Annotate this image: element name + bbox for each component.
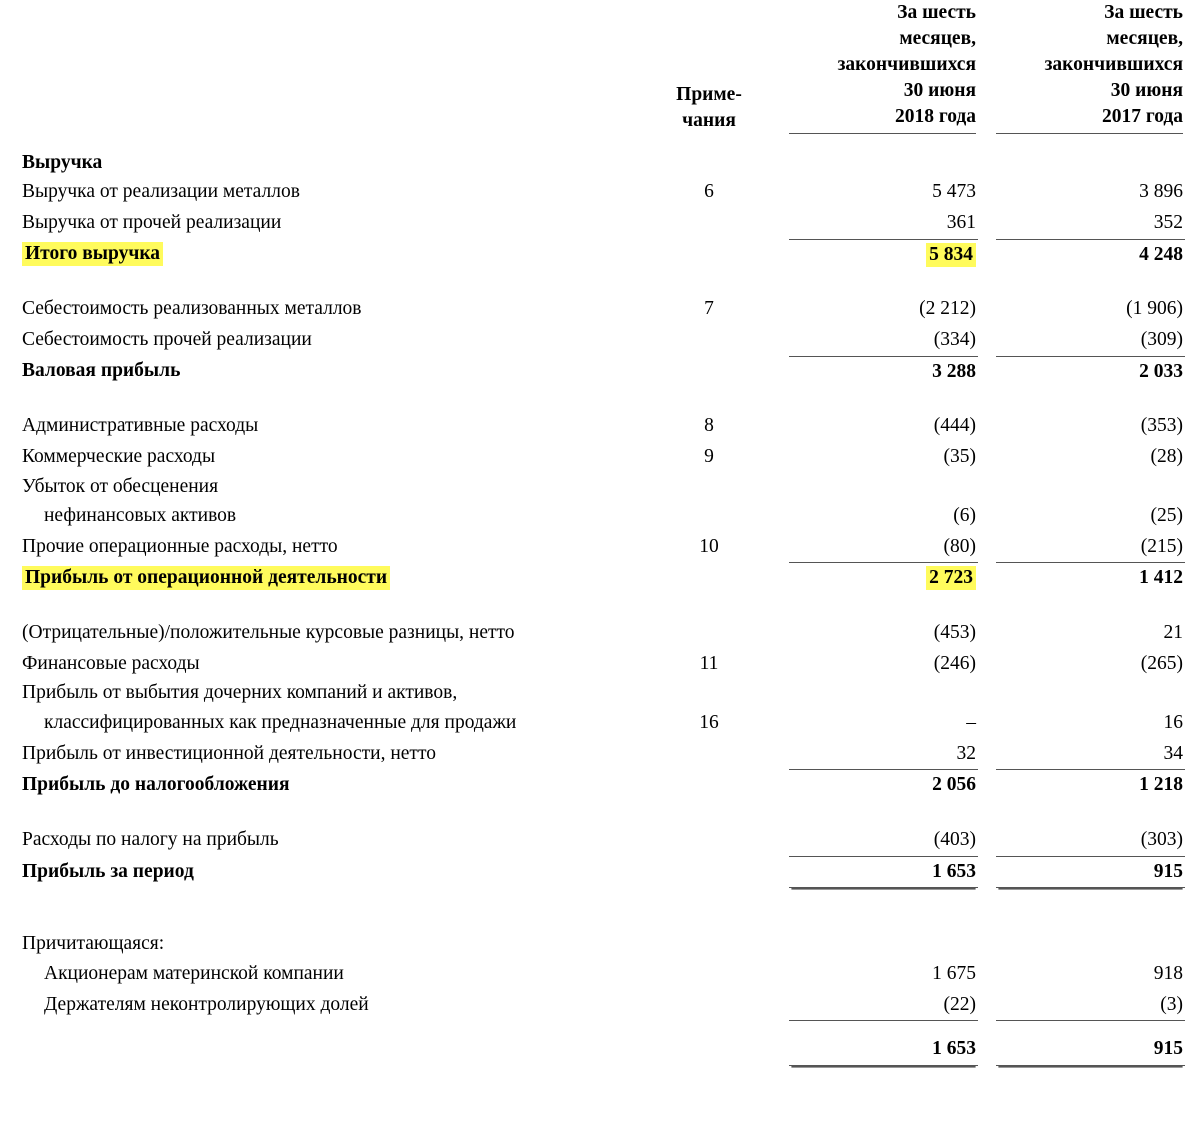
row-value-2017-text: (265) <box>1140 652 1183 674</box>
row-label-text: Прибыль от операционной деятельности <box>22 566 390 590</box>
row-note-gross-profit <box>640 356 778 387</box>
header-2017-line5: 2017 года <box>1101 105 1183 127</box>
row-label-impairment-line1 <box>0 473 640 502</box>
row-label-finance-costs <box>0 649 640 680</box>
row-value-2018-revenue-metals <box>789 177 978 208</box>
row-label-text: Прибыль за период <box>22 860 194 882</box>
row-value-2018-operating-profit <box>789 563 978 594</box>
row-label-text: Себестоимость реализованных металлов <box>22 298 362 320</box>
row-label-text: Итого выручка <box>22 242 163 266</box>
row-value-2018-fx-differences <box>789 618 978 649</box>
table-row <box>0 990 1200 1021</box>
row-label-attributable-total <box>0 1034 640 1065</box>
row-label-revenue-other <box>0 208 640 239</box>
row-value-2017-text: 2 033 <box>1139 360 1183 382</box>
row-value-2017-gross-profit <box>996 356 1185 387</box>
table-row <box>0 563 1200 594</box>
row-label-text: Убыток от обесценения <box>22 475 219 497</box>
header-2017-line1: За шесть <box>1104 2 1183 23</box>
row-note-attributable-title <box>640 930 778 959</box>
row-value-2018-selling-expenses <box>789 442 978 473</box>
row-value-2017-investment-income <box>996 739 1185 770</box>
table-row <box>0 959 1200 990</box>
table-row <box>0 770 1200 801</box>
header-2017-rule <box>996 133 1183 134</box>
row-spacer <box>0 1021 1200 1035</box>
row-value-2018-profit-for-period <box>789 856 978 888</box>
row-value-2017-text: (3) <box>1160 993 1183 1015</box>
row-label-revenue-total <box>0 239 640 270</box>
row-label-operating-profit <box>0 563 640 594</box>
row-value-2017-text: (1 906) <box>1126 298 1183 320</box>
row-label-text: Себестоимость прочей реализации <box>22 329 312 351</box>
row-note-text: 9 <box>704 445 714 467</box>
row-label-attributable-nci <box>0 990 640 1021</box>
header-notes-line2: чания <box>682 109 736 131</box>
header-2017-line4: 30 июня <box>1110 79 1183 101</box>
row-value-2018-text: (6) <box>953 505 976 527</box>
table-row <box>0 679 1200 708</box>
row-label-attributable-title <box>0 930 640 959</box>
row-value-2017-profit-before-tax <box>996 770 1185 801</box>
row-label-text: классифицированных как предназначенные для продажи <box>44 712 517 734</box>
row-label-profit-for-period <box>0 856 640 888</box>
row-value-2017-attributable-parent <box>996 959 1185 990</box>
row-note-income-tax-expense <box>640 825 778 856</box>
table-row <box>0 825 1200 856</box>
row-label-text: Расходы по налогу на прибыль <box>22 829 279 851</box>
table-row <box>0 618 1200 649</box>
row-note-selling-expenses <box>640 442 778 473</box>
row-value-2017-text: 16 <box>1163 712 1183 734</box>
table-row <box>0 532 1200 563</box>
row-value-2018-text: 5 473 <box>932 181 976 203</box>
row-value-2017-attributable-title <box>996 930 1185 959</box>
row-label-profit-before-tax <box>0 770 640 801</box>
table-row <box>0 473 1200 502</box>
row-value-2018-text: 361 <box>946 211 976 233</box>
row-value-2017-text: 1 412 <box>1139 567 1183 589</box>
row-label-text: нефинансовых активов <box>44 505 237 527</box>
row-value-2018-impairment-line1 <box>789 473 978 502</box>
row-note-text: 8 <box>704 415 714 437</box>
row-value-2018-text: (334) <box>933 328 976 350</box>
row-label-text: Прибыль от инвестиционной деятельности, нетто <box>22 743 436 765</box>
row-note-text: 7 <box>704 298 714 320</box>
row-value-2017-impairment-line2 <box>996 501 1185 532</box>
row-label-disposal-gain-line2 <box>0 708 640 739</box>
table-row <box>0 325 1200 356</box>
table-row <box>0 1034 1200 1065</box>
row-value-2017-cogs-metals <box>996 294 1185 325</box>
row-note-text: 6 <box>704 181 714 203</box>
row-label-text: Прочие операционные расходы, нетто <box>22 536 338 558</box>
row-label-investment-income <box>0 739 640 770</box>
row-value-2018-text: 1 675 <box>932 963 976 985</box>
row-label-income-tax-expense <box>0 825 640 856</box>
row-label-text: Выручка от реализации металлов <box>22 181 300 203</box>
row-value-2018-text: 2 723 <box>926 566 976 590</box>
row-label-disposal-gain-line1 <box>0 679 640 708</box>
row-value-2018-admin-expenses <box>789 411 978 442</box>
row-value-2017-revenue-section-title <box>996 149 1185 178</box>
row-note-impairment-line1 <box>640 473 778 502</box>
header-2017-line3: закончившихся <box>1044 53 1183 75</box>
row-value-2017-profit-for-period <box>996 856 1185 888</box>
table-body <box>0 149 1200 1066</box>
row-note-admin-expenses <box>640 411 778 442</box>
row-value-2017-other-operating-expenses <box>996 532 1185 563</box>
header-2018-line5: 2018 года <box>894 105 976 127</box>
header-2018-line2: месяцев, <box>899 27 976 49</box>
row-label-text: Прибыль от выбытия дочерних компаний и активов, <box>22 682 458 704</box>
row-note-profit-for-period <box>640 856 778 888</box>
row-value-2017-income-tax-expense <box>996 825 1185 856</box>
row-value-2017-revenue-metals <box>996 177 1185 208</box>
row-value-2018-cogs-metals <box>789 294 978 325</box>
row-value-2017-revenue-total <box>996 239 1185 270</box>
row-value-2017-text: 915 <box>1153 1038 1183 1060</box>
row-value-2018-text: 2 056 <box>932 774 976 796</box>
row-value-2018-revenue-other <box>789 208 978 239</box>
row-value-2018-disposal-gain-line1 <box>789 679 978 708</box>
row-label-text: Выручка от прочей реализации <box>22 212 282 234</box>
row-value-2017-disposal-gain-line2 <box>996 708 1185 739</box>
header-row <box>0 0 1200 136</box>
row-note-text: 10 <box>699 536 719 558</box>
row-label-fx-differences <box>0 618 640 649</box>
table-row <box>0 149 1200 178</box>
row-label-cogs-metals <box>0 294 640 325</box>
row-label-text: Причитающаяся: <box>22 933 165 955</box>
table-row <box>0 177 1200 208</box>
row-value-2018-text: 1 653 <box>932 1038 976 1060</box>
row-value-2017-text: (303) <box>1140 829 1183 851</box>
row-note-attributable-parent <box>640 959 778 990</box>
row-value-2017-operating-profit <box>996 563 1185 594</box>
row-note-text: 16 <box>699 712 719 734</box>
row-label-attributable-parent <box>0 959 640 990</box>
row-note-disposal-gain-line1 <box>640 679 778 708</box>
row-spacer <box>0 801 1200 825</box>
row-value-2017-revenue-other <box>996 208 1185 239</box>
table-row <box>0 501 1200 532</box>
row-value-2018-income-tax-expense <box>789 825 978 856</box>
row-value-2017-admin-expenses <box>996 411 1185 442</box>
row-label-impairment-line2 <box>0 501 640 532</box>
row-value-2017-attributable-nci <box>996 990 1185 1021</box>
row-value-2017-text: 918 <box>1153 963 1183 985</box>
row-value-2017-text: (28) <box>1150 445 1183 467</box>
row-value-2018-revenue-section-title <box>789 149 978 178</box>
table-row <box>0 239 1200 270</box>
row-value-2018-attributable-parent <box>789 959 978 990</box>
row-label-revenue-metals <box>0 177 640 208</box>
header-2018-line3: закончившихся <box>837 53 976 75</box>
row-note-cogs-other <box>640 325 778 356</box>
row-note-finance-costs <box>640 649 778 680</box>
row-spacer <box>0 888 1200 931</box>
header-2018-rule <box>789 133 976 134</box>
row-value-2018-profit-before-tax <box>789 770 978 801</box>
row-value-2018-text: 32 <box>956 742 976 764</box>
row-label-revenue-section-title <box>0 149 640 178</box>
row-value-2017-selling-expenses <box>996 442 1185 473</box>
row-note-profit-before-tax <box>640 770 778 801</box>
row-value-2018-text: (80) <box>943 535 976 557</box>
row-label-text: (Отрицательные)/положительные курсовые разницы, нетто <box>22 622 515 644</box>
header-period-2017 <box>996 0 1185 136</box>
table-header <box>0 0 1200 149</box>
row-note-fx-differences <box>640 618 778 649</box>
row-value-2017-text: 3 896 <box>1139 181 1183 203</box>
row-note-revenue-other <box>640 208 778 239</box>
row-value-2017-text: 915 <box>1153 860 1183 882</box>
header-period-2018 <box>789 0 978 136</box>
row-label-text: Выручка <box>22 151 103 173</box>
row-value-2018-text: 5 834 <box>926 243 976 267</box>
row-label-gross-profit <box>0 356 640 387</box>
row-note-impairment-line2 <box>640 501 778 532</box>
row-value-2018-text: (22) <box>943 993 976 1015</box>
row-value-2018-text: (246) <box>933 652 976 674</box>
row-value-2018-other-operating-expenses <box>789 532 978 563</box>
table-row <box>0 411 1200 442</box>
row-value-2017-text: (25) <box>1150 505 1183 527</box>
row-value-2018-finance-costs <box>789 649 978 680</box>
row-value-2017-cogs-other <box>996 325 1185 356</box>
header-2017-line2: месяцев, <box>1106 27 1183 49</box>
row-note-operating-profit <box>640 563 778 594</box>
table-row <box>0 708 1200 739</box>
row-value-2017-text: (215) <box>1140 535 1183 557</box>
row-label-text: Прибыль до налогообложения <box>22 774 290 796</box>
row-value-2018-gross-profit <box>789 356 978 387</box>
table-row <box>0 739 1200 770</box>
row-label-text: Акционерам материнской компании <box>44 963 344 985</box>
row-value-2018-text: – <box>966 712 976 734</box>
table-row <box>0 930 1200 959</box>
row-note-disposal-gain-line2 <box>640 708 778 739</box>
row-label-text: Административные расходы <box>22 415 259 437</box>
row-note-investment-income <box>640 739 778 770</box>
row-value-2017-attributable-total <box>996 1034 1185 1065</box>
row-label-cogs-other <box>0 325 640 356</box>
row-value-2018-attributable-total <box>789 1034 978 1065</box>
row-value-2018-attributable-nci <box>789 990 978 1021</box>
row-label-other-operating-expenses <box>0 532 640 563</box>
row-value-2018-investment-income <box>789 739 978 770</box>
row-value-2018-attributable-title <box>789 930 978 959</box>
row-value-2018-text: (35) <box>943 445 976 467</box>
row-note-attributable-total <box>640 1034 778 1065</box>
row-value-2018-text: (453) <box>933 622 976 644</box>
row-label-text: Валовая прибыль <box>22 360 181 382</box>
row-value-2018-impairment-line2 <box>789 501 978 532</box>
row-label-selling-expenses <box>0 442 640 473</box>
row-note-revenue-section-title <box>640 149 778 178</box>
row-value-2017-text: 1 218 <box>1139 774 1183 796</box>
row-value-2017-disposal-gain-line1 <box>996 679 1185 708</box>
row-value-2018-text: 1 653 <box>932 860 976 882</box>
row-value-2017-text: 4 248 <box>1139 243 1183 265</box>
row-value-2017-impairment-line1 <box>996 473 1185 502</box>
row-note-other-operating-expenses <box>640 532 778 563</box>
row-label-admin-expenses <box>0 411 640 442</box>
row-note-revenue-total <box>640 239 778 270</box>
row-value-2018-disposal-gain-line2 <box>789 708 978 739</box>
row-value-2018-text: 3 288 <box>932 360 976 382</box>
table-row <box>0 294 1200 325</box>
row-label-text: Держателям неконтролирующих долей <box>44 993 369 1015</box>
header-notes-line1: Приме- <box>676 83 742 105</box>
row-value-2017-finance-costs <box>996 649 1185 680</box>
row-label-text: Финансовые расходы <box>22 652 200 674</box>
row-value-2018-cogs-other <box>789 325 978 356</box>
table-row <box>0 442 1200 473</box>
row-spacer <box>0 270 1200 294</box>
row-value-2017-text: (309) <box>1140 328 1183 350</box>
row-value-2017-text: (353) <box>1140 415 1183 437</box>
header-gap <box>0 136 1200 149</box>
header-blank-label <box>0 0 640 136</box>
row-value-2018-text: (403) <box>933 829 976 851</box>
row-value-2018-revenue-total <box>789 239 978 270</box>
row-note-cogs-metals <box>640 294 778 325</box>
row-value-2017-text: 21 <box>1163 622 1183 644</box>
row-value-2017-text: 34 <box>1163 742 1183 764</box>
row-value-2017-text: 352 <box>1153 211 1183 233</box>
table-row <box>0 356 1200 387</box>
row-note-revenue-metals <box>640 177 778 208</box>
row-note-text: 11 <box>699 652 719 674</box>
header-2018-line1: За шесть <box>897 2 976 23</box>
row-note-attributable-nci <box>640 990 778 1021</box>
header-notes-column <box>640 0 778 136</box>
row-value-2017-fx-differences <box>996 618 1185 649</box>
table-row <box>0 208 1200 239</box>
row-value-2018-text: (2 212) <box>919 298 976 320</box>
row-value-2018-text: (444) <box>933 415 976 437</box>
row-spacer <box>0 594 1200 618</box>
table-row <box>0 649 1200 680</box>
header-2018-line4: 30 июня <box>903 79 976 101</box>
row-label-text: Коммерческие расходы <box>22 445 216 467</box>
row-spacer <box>0 387 1200 411</box>
table-row <box>0 856 1200 888</box>
